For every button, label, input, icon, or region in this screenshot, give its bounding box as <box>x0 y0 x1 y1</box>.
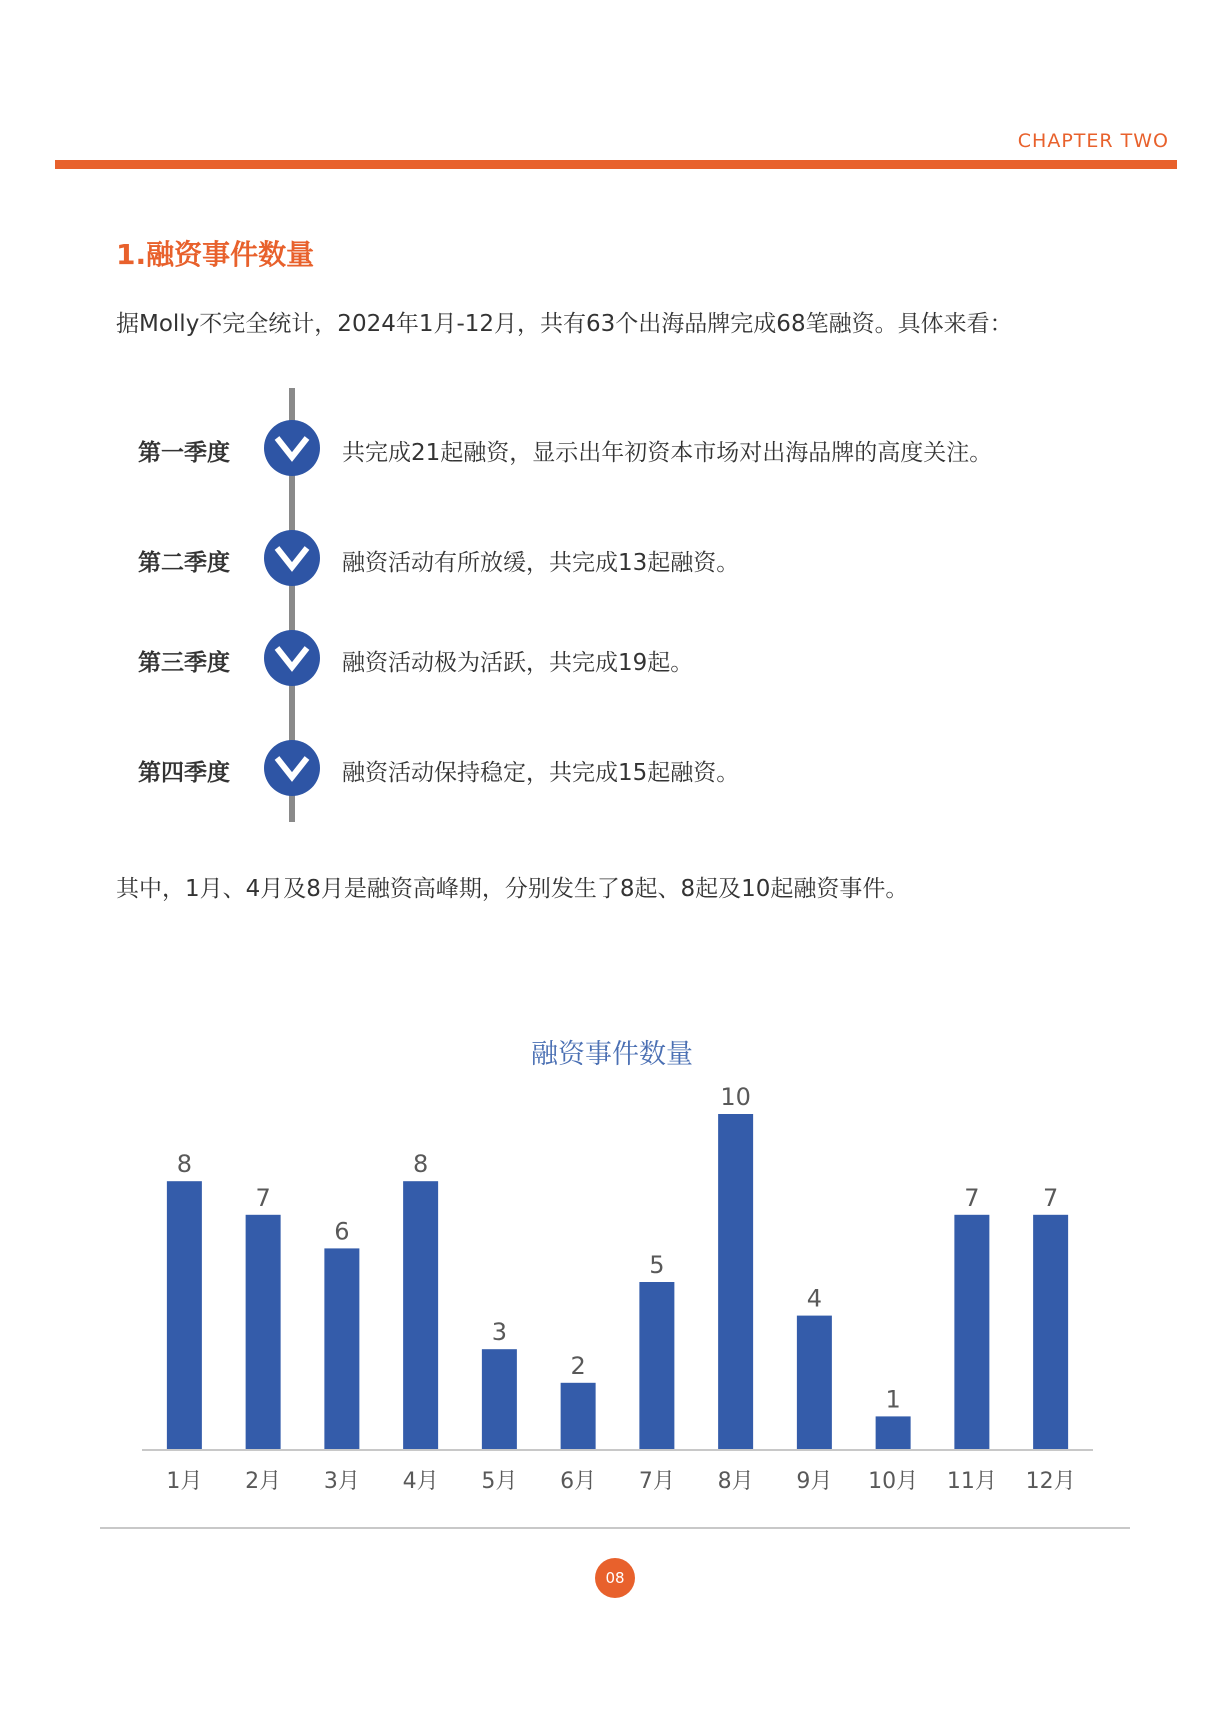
timeline-item <box>0 740 1224 796</box>
chart-data-label: 10 <box>720 1083 751 1111</box>
chevron-down-icon <box>264 420 320 476</box>
chevron-down-icon <box>264 530 320 586</box>
chart-bar <box>482 1349 517 1450</box>
timeline-label: 第四季度 <box>138 760 230 786</box>
timeline-text: 融资活动有所放缓，共完成13起融资。 <box>342 550 740 576</box>
chart-bar <box>639 1282 674 1450</box>
page-number: 08 <box>595 1558 635 1598</box>
chart-tick-label: 8月 <box>717 1469 754 1494</box>
chart-title: 融资事件数量 <box>531 1039 693 1070</box>
chart-tick-label: 10月 <box>868 1469 919 1494</box>
chart-bar <box>403 1181 438 1450</box>
timeline-label: 第二季度 <box>138 550 230 576</box>
section-title: 1.融资事件数量 <box>116 238 315 271</box>
chart-data-label: 8 <box>176 1150 193 1179</box>
intro-paragraph: 据Molly不完全统计，2024年1月-12月，共有63个出海品牌完成68笔融资。具体来看： <box>116 311 1013 337</box>
timeline-item <box>0 530 1224 586</box>
summary-paragraph: 其中，1月、4月及8月是融资高峰期，分别发生了8起、8起及10起融资事件。 <box>116 876 909 902</box>
chart-data-label: 1 <box>885 1385 901 1414</box>
chart-tick-label: 7月 <box>638 1469 675 1494</box>
chart-tick-label: 11月 <box>946 1469 997 1494</box>
chart-tick-label: 12月 <box>1025 1469 1076 1494</box>
chart-data-label: 7 <box>1042 1183 1059 1212</box>
chart-tick-label: 4月 <box>402 1469 439 1494</box>
chart-bar <box>718 1114 753 1450</box>
chart-data-label: 7 <box>255 1183 271 1212</box>
chart-bar <box>324 1248 359 1450</box>
chart-bar <box>561 1383 596 1450</box>
bar-chart <box>0 980 1224 1520</box>
chart-bar <box>954 1215 989 1450</box>
timeline-text: 共完成21起融资，显示出年初资本市场对出海品牌的高度关注。 <box>342 440 993 466</box>
chart-data-label: 3 <box>491 1318 508 1347</box>
chart-bar <box>797 1316 832 1450</box>
chart-data-label: 7 <box>964 1183 980 1212</box>
timeline-item <box>0 630 1224 686</box>
chart-data-label: 8 <box>412 1150 429 1179</box>
timeline-text: 融资活动极为活跃，共完成19起。 <box>342 650 694 676</box>
chevron-down-icon <box>264 630 320 686</box>
chart-tick-label: 5月 <box>481 1469 518 1494</box>
chart-data-label: 6 <box>334 1217 350 1246</box>
chart-bar <box>167 1181 202 1450</box>
timeline-label: 第三季度 <box>138 650 230 676</box>
chapter-label: CHAPTER TWO <box>1017 130 1169 152</box>
chart-data-label: 2 <box>570 1351 586 1380</box>
timeline-label: 第一季度 <box>138 440 230 466</box>
chart-bar <box>876 1416 911 1450</box>
chart-tick-label: 1月 <box>166 1469 203 1494</box>
top-divider <box>55 160 1177 169</box>
bottom-divider <box>100 1527 1130 1529</box>
chart-tick-label: 6月 <box>560 1469 597 1494</box>
chart-tick-label: 9月 <box>796 1469 833 1494</box>
chart-tick-label: 3月 <box>323 1469 360 1494</box>
chart-data-label: 4 <box>806 1284 823 1313</box>
timeline-item <box>0 420 1224 476</box>
chart-tick-label: 2月 <box>245 1469 282 1494</box>
timeline-text: 融资活动保持稳定，共完成15起融资。 <box>342 760 740 786</box>
chart-data-label: 5 <box>649 1251 665 1279</box>
chevron-down-icon <box>264 740 320 796</box>
chart-bar <box>246 1215 281 1450</box>
chart-bar <box>1033 1215 1068 1450</box>
